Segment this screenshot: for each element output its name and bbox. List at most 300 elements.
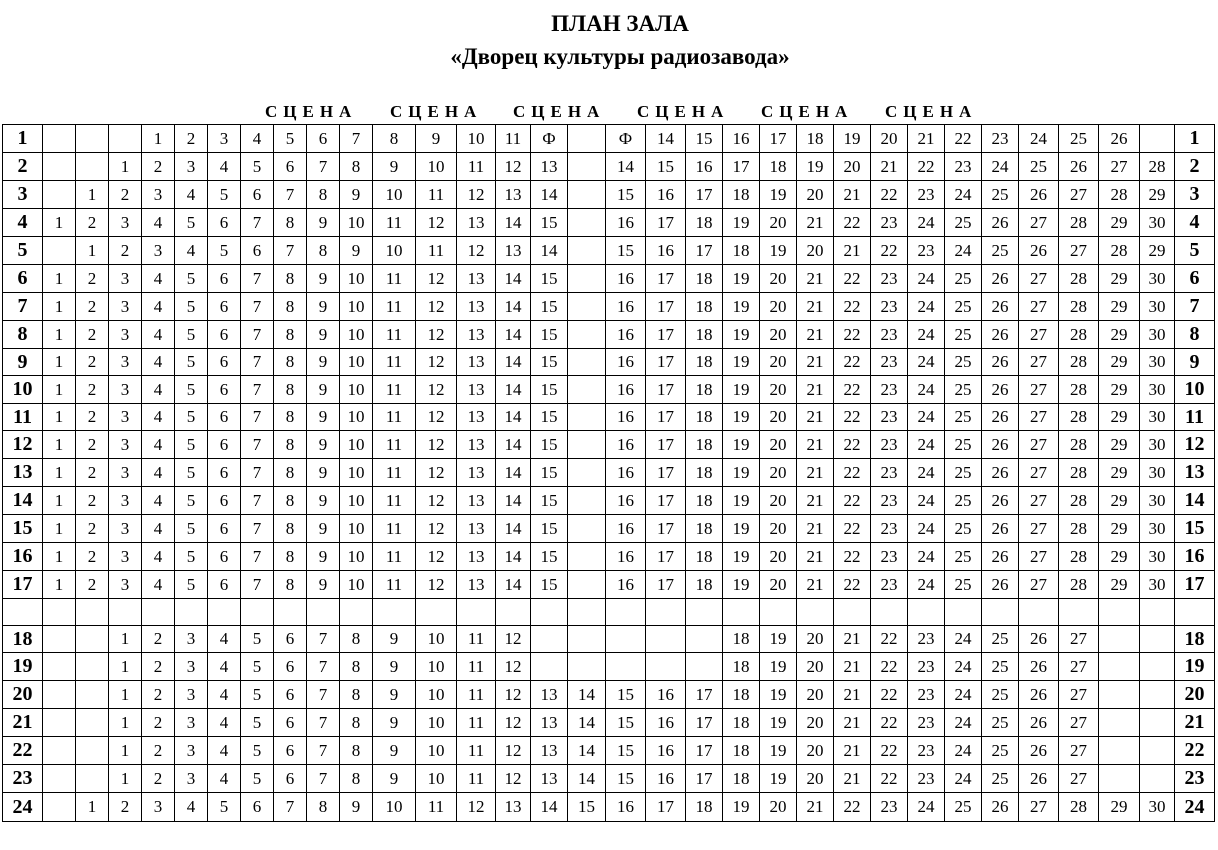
seat-cell: 24 bbox=[907, 375, 945, 404]
seat-cell: 18 bbox=[685, 792, 723, 822]
stage-label-row bbox=[0, 101, 1218, 123]
seat-cell: 4 bbox=[141, 514, 175, 543]
seat-cell: 28 bbox=[1058, 264, 1099, 293]
seat-cell: 19 bbox=[759, 180, 797, 209]
seat-cell: 3 bbox=[141, 180, 175, 209]
seat-cell: 20 bbox=[796, 625, 834, 653]
seat-cell: 10 bbox=[339, 348, 373, 376]
seat-cell: 7 bbox=[240, 320, 274, 349]
row-number-right: 8 bbox=[1174, 320, 1215, 349]
seat-cell: 16 bbox=[605, 458, 646, 487]
seat-cell: 9 bbox=[306, 514, 340, 543]
seat-cell: 17 bbox=[645, 320, 686, 349]
stage-label: СЦЕНА bbox=[265, 102, 358, 121]
seat-cell bbox=[1139, 680, 1175, 709]
seat-cell: 1 bbox=[42, 320, 76, 349]
seat-cell: 4 bbox=[141, 486, 175, 515]
seat-cell: 3 bbox=[108, 486, 142, 515]
seat-cell: 25 bbox=[944, 458, 982, 487]
seat-cell: 8 bbox=[273, 264, 307, 293]
seat-cell: 5 bbox=[174, 486, 208, 515]
seat-cell: 26 bbox=[1018, 180, 1059, 209]
stage-label: СЦЕНА bbox=[761, 102, 854, 121]
seat-cell bbox=[42, 680, 76, 709]
seat-cell: 30 bbox=[1139, 320, 1175, 349]
seat-cell: 23 bbox=[944, 152, 982, 181]
seat-cell: 29 bbox=[1098, 375, 1140, 404]
seat-cell: 13 bbox=[530, 152, 568, 181]
seat-cell: 23 bbox=[907, 708, 945, 737]
seat-cell: 16 bbox=[605, 430, 646, 459]
row-number-right: 7 bbox=[1174, 292, 1215, 321]
seat-cell: 4 bbox=[141, 458, 175, 487]
seat-cell: 19 bbox=[759, 708, 797, 737]
seat-cell: 26 bbox=[981, 542, 1019, 571]
seat-cell: 8 bbox=[306, 236, 340, 265]
seat-cell: 2 bbox=[141, 625, 175, 653]
seat-cell: 2 bbox=[75, 514, 109, 543]
seat-cell: 1 bbox=[42, 430, 76, 459]
seat-cell: 23 bbox=[870, 208, 908, 237]
seat-cell: 27 bbox=[1098, 152, 1140, 181]
row-number-left: 5 bbox=[2, 236, 43, 265]
seat-cell: 12 bbox=[495, 764, 531, 793]
seat-cell bbox=[567, 124, 606, 153]
seat-cell bbox=[567, 403, 606, 431]
seat-cell: 15 bbox=[605, 736, 646, 765]
seat-cell: 30 bbox=[1139, 514, 1175, 543]
seat-cell: 26 bbox=[1058, 152, 1099, 181]
seat-cell: 19 bbox=[796, 152, 834, 181]
row-number-left: 22 bbox=[2, 736, 43, 765]
seat-cell: 18 bbox=[685, 542, 723, 571]
seat-cell: 10 bbox=[415, 708, 457, 737]
row-number-left: 7 bbox=[2, 292, 43, 321]
seat-cell: 4 bbox=[174, 792, 208, 822]
seat-cell: 2 bbox=[141, 152, 175, 181]
seat-cell: 24 bbox=[907, 292, 945, 321]
seat-cell: 27 bbox=[1018, 264, 1059, 293]
seat-cell: 16 bbox=[645, 680, 686, 709]
seat-cell: 17 bbox=[685, 236, 723, 265]
seat-cell: 28 bbox=[1058, 570, 1099, 599]
stage-label: СЦЕНА bbox=[637, 102, 730, 121]
seat-cell: 14 bbox=[495, 375, 531, 404]
seat-cell: 26 bbox=[1018, 625, 1059, 653]
seat-cell: 5 bbox=[240, 680, 274, 709]
seat-cell: 6 bbox=[240, 792, 274, 822]
seat-cell: 3 bbox=[108, 430, 142, 459]
seat-cell: 4 bbox=[207, 708, 241, 737]
seat-cell: 5 bbox=[240, 652, 274, 681]
row-number-left: 1 bbox=[2, 124, 43, 153]
seat-cell: 27 bbox=[1018, 320, 1059, 349]
seat-cell: 23 bbox=[870, 514, 908, 543]
seat-cell bbox=[1098, 598, 1140, 626]
seat-cell bbox=[567, 486, 606, 515]
seat-cell: 18 bbox=[685, 348, 723, 376]
seat-cell: 21 bbox=[833, 680, 871, 709]
seat-cell: 10 bbox=[372, 180, 416, 209]
seat-cell: 16 bbox=[645, 736, 686, 765]
seat-cell: 20 bbox=[796, 236, 834, 265]
seat-cell: 25 bbox=[944, 514, 982, 543]
seat-cell bbox=[530, 625, 568, 653]
seat-cell: 21 bbox=[796, 403, 834, 431]
seat-cell: 18 bbox=[722, 680, 760, 709]
seat-cell: 9 bbox=[306, 375, 340, 404]
seat-cell: 12 bbox=[456, 180, 496, 209]
seat-cell: 12 bbox=[415, 486, 457, 515]
seat-cell bbox=[75, 598, 109, 626]
seat-cell: 6 bbox=[273, 625, 307, 653]
seat-cell: 14 bbox=[495, 348, 531, 376]
seat-cell: 19 bbox=[722, 792, 760, 822]
seat-cell: 6 bbox=[306, 124, 340, 153]
seat-cell: 3 bbox=[108, 542, 142, 571]
seat-cell: 20 bbox=[759, 570, 797, 599]
row-number-left: 16 bbox=[2, 542, 43, 571]
seat-cell: 20 bbox=[796, 180, 834, 209]
seat-cell: 26 bbox=[981, 264, 1019, 293]
seat-cell: 7 bbox=[240, 292, 274, 321]
seat-cell: 22 bbox=[833, 430, 871, 459]
seat-cell bbox=[42, 152, 76, 181]
seat-cell: 19 bbox=[759, 736, 797, 765]
seat-cell bbox=[1139, 124, 1175, 153]
seat-cell: 30 bbox=[1139, 403, 1175, 431]
seat-cell: 22 bbox=[907, 152, 945, 181]
seat-cell bbox=[1098, 764, 1140, 793]
seat-cell bbox=[42, 598, 76, 626]
seat-cell: 11 bbox=[372, 570, 416, 599]
seat-cell: 16 bbox=[605, 542, 646, 571]
seat-cell: 11 bbox=[372, 320, 416, 349]
row-number-right: 10 bbox=[1174, 375, 1215, 404]
seat-cell: 26 bbox=[981, 458, 1019, 487]
seat-cell: 10 bbox=[339, 514, 373, 543]
seat-cell: 17 bbox=[759, 124, 797, 153]
seat-cell: 1 bbox=[42, 348, 76, 376]
seat-cell bbox=[1098, 652, 1140, 681]
seat-cell: 25 bbox=[944, 264, 982, 293]
seat-cell: 20 bbox=[759, 458, 797, 487]
seat-cell bbox=[567, 458, 606, 487]
seat-cell: 13 bbox=[456, 458, 496, 487]
seat-cell: 5 bbox=[240, 736, 274, 765]
seat-cell bbox=[833, 598, 871, 626]
seat-cell: 5 bbox=[174, 264, 208, 293]
seat-cell: 10 bbox=[415, 764, 457, 793]
seat-cell: 25 bbox=[1058, 124, 1099, 153]
seat-cell: 6 bbox=[273, 652, 307, 681]
seat-cell bbox=[645, 652, 686, 681]
seat-cell: 12 bbox=[495, 680, 531, 709]
seat-cell: 11 bbox=[372, 430, 416, 459]
seat-cell: 9 bbox=[415, 124, 457, 153]
seat-cell: 28 bbox=[1058, 208, 1099, 237]
seat-cell: 11 bbox=[456, 625, 496, 653]
seat-cell: 14 bbox=[495, 458, 531, 487]
seat-cell: 18 bbox=[722, 764, 760, 793]
seat-cell: 3 bbox=[174, 736, 208, 765]
seat-cell bbox=[567, 514, 606, 543]
seat-cell: 26 bbox=[981, 514, 1019, 543]
seat-cell: 7 bbox=[306, 764, 340, 793]
seat-cell: 7 bbox=[240, 348, 274, 376]
seat-cell: 15 bbox=[685, 124, 723, 153]
seat-cell: 23 bbox=[870, 292, 908, 321]
seat-cell: 24 bbox=[907, 264, 945, 293]
seat-cell: 4 bbox=[141, 264, 175, 293]
seat-cell: 8 bbox=[339, 708, 373, 737]
seat-cell: 18 bbox=[685, 375, 723, 404]
seat-cell: 19 bbox=[722, 208, 760, 237]
seat-cell bbox=[685, 625, 723, 653]
seat-cell: 20 bbox=[759, 320, 797, 349]
seat-cell: 13 bbox=[456, 570, 496, 599]
seat-cell bbox=[567, 320, 606, 349]
seat-cell bbox=[42, 180, 76, 209]
seat-cell: 23 bbox=[870, 570, 908, 599]
seat-cell: 23 bbox=[907, 236, 945, 265]
seat-cell: 29 bbox=[1139, 236, 1175, 265]
seat-cell: 15 bbox=[530, 375, 568, 404]
seat-cell: 10 bbox=[456, 124, 496, 153]
seat-cell: 25 bbox=[981, 680, 1019, 709]
seat-cell: 4 bbox=[240, 124, 274, 153]
seat-cell: 15 bbox=[530, 458, 568, 487]
seat-cell: 25 bbox=[1018, 152, 1059, 181]
seat-cell: 21 bbox=[796, 792, 834, 822]
seat-cell bbox=[567, 292, 606, 321]
seat-cell: 20 bbox=[796, 736, 834, 765]
seat-cell: 1 bbox=[42, 514, 76, 543]
seat-cell: 23 bbox=[870, 375, 908, 404]
seat-cell: 24 bbox=[1018, 124, 1059, 153]
seat-cell: 2 bbox=[75, 348, 109, 376]
seat-cell: 24 bbox=[944, 708, 982, 737]
seat-cell: 5 bbox=[207, 180, 241, 209]
seat-cell: 20 bbox=[759, 375, 797, 404]
seat-cell: 16 bbox=[605, 348, 646, 376]
row-number-right: 18 bbox=[1174, 625, 1215, 653]
seat-cell: 19 bbox=[722, 486, 760, 515]
seat-cell: 8 bbox=[273, 458, 307, 487]
seat-cell: 11 bbox=[372, 208, 416, 237]
seat-cell: 26 bbox=[1018, 652, 1059, 681]
seat-cell: 3 bbox=[174, 708, 208, 737]
seat-cell: 17 bbox=[645, 792, 686, 822]
seat-cell: 18 bbox=[685, 458, 723, 487]
seat-cell: 24 bbox=[907, 430, 945, 459]
seat-cell: 20 bbox=[759, 208, 797, 237]
seat-cell: 25 bbox=[981, 708, 1019, 737]
seat-cell: 12 bbox=[456, 792, 496, 822]
row-number-right: 5 bbox=[1174, 236, 1215, 265]
seat-cell: Ф bbox=[530, 124, 568, 153]
seat-cell: 14 bbox=[495, 264, 531, 293]
seat-cell: 24 bbox=[907, 542, 945, 571]
seat-cell: 19 bbox=[722, 514, 760, 543]
seat-cell bbox=[1098, 736, 1140, 765]
seat-cell: 27 bbox=[1018, 403, 1059, 431]
seat-cell: 26 bbox=[981, 348, 1019, 376]
seat-cell: 17 bbox=[645, 403, 686, 431]
row-number-right: 21 bbox=[1174, 708, 1215, 737]
seat-cell: 3 bbox=[174, 152, 208, 181]
seat-cell: 16 bbox=[605, 486, 646, 515]
row-number-left: 10 bbox=[2, 375, 43, 404]
seat-cell: 11 bbox=[372, 403, 416, 431]
seat-cell: 16 bbox=[605, 514, 646, 543]
seat-cell: 2 bbox=[75, 320, 109, 349]
seat-cell: 27 bbox=[1018, 792, 1059, 822]
seat-cell: 6 bbox=[207, 264, 241, 293]
seat-cell: 22 bbox=[833, 320, 871, 349]
seat-cell: 17 bbox=[645, 542, 686, 571]
seat-cell: 20 bbox=[796, 680, 834, 709]
seat-cell: 25 bbox=[981, 180, 1019, 209]
row-number-right: 19 bbox=[1174, 652, 1215, 681]
seat-cell bbox=[567, 598, 606, 626]
seat-cell: 6 bbox=[273, 708, 307, 737]
seat-cell: 22 bbox=[833, 375, 871, 404]
seat-cell: 4 bbox=[141, 348, 175, 376]
seat-cell: 11 bbox=[415, 236, 457, 265]
seat-cell: 14 bbox=[567, 708, 606, 737]
seat-cell: 15 bbox=[530, 264, 568, 293]
seat-cell bbox=[108, 124, 142, 153]
seat-cell: 24 bbox=[944, 652, 982, 681]
seat-cell: 29 bbox=[1098, 348, 1140, 376]
row-number-left: 24 bbox=[2, 792, 43, 822]
seat-cell: 4 bbox=[207, 652, 241, 681]
seat-cell: 22 bbox=[833, 514, 871, 543]
seat-cell: 6 bbox=[273, 680, 307, 709]
seat-cell bbox=[1098, 708, 1140, 737]
seat-cell: 7 bbox=[240, 430, 274, 459]
seat-cell: 6 bbox=[207, 348, 241, 376]
seat-cell: 27 bbox=[1018, 486, 1059, 515]
seat-cell: 24 bbox=[944, 625, 982, 653]
seat-cell: 26 bbox=[981, 403, 1019, 431]
seat-cell: 14 bbox=[530, 792, 568, 822]
seat-cell: 7 bbox=[240, 458, 274, 487]
seat-cell: 10 bbox=[339, 208, 373, 237]
seat-cell: 17 bbox=[685, 180, 723, 209]
seat-cell: 11 bbox=[372, 542, 416, 571]
seat-cell bbox=[415, 598, 457, 626]
row-number-left: 23 bbox=[2, 764, 43, 793]
seat-cell: 22 bbox=[870, 652, 908, 681]
row-number-left: 15 bbox=[2, 514, 43, 543]
seat-cell: 12 bbox=[415, 208, 457, 237]
seat-cell bbox=[1058, 598, 1099, 626]
seat-cell: 22 bbox=[833, 486, 871, 515]
seat-cell: 7 bbox=[240, 403, 274, 431]
seat-cell: 14 bbox=[495, 292, 531, 321]
seat-cell: 27 bbox=[1058, 236, 1099, 265]
seat-cell: 30 bbox=[1139, 570, 1175, 599]
seat-cell: 14 bbox=[495, 514, 531, 543]
seat-cell: 17 bbox=[645, 292, 686, 321]
seat-cell: 22 bbox=[833, 458, 871, 487]
seat-cell bbox=[870, 598, 908, 626]
seat-cell: 12 bbox=[456, 236, 496, 265]
seat-cell: 1 bbox=[75, 180, 109, 209]
seat-cell: 5 bbox=[174, 458, 208, 487]
seat-cell: 20 bbox=[870, 124, 908, 153]
seat-cell: 22 bbox=[833, 208, 871, 237]
seat-cell: 8 bbox=[339, 652, 373, 681]
seat-cell: 13 bbox=[456, 208, 496, 237]
seat-cell: 12 bbox=[415, 375, 457, 404]
seat-cell: 19 bbox=[722, 375, 760, 404]
seat-cell bbox=[722, 598, 760, 626]
seat-cell bbox=[75, 680, 109, 709]
seat-cell: 8 bbox=[273, 208, 307, 237]
row-number-left: 14 bbox=[2, 486, 43, 515]
seat-cell: 5 bbox=[174, 208, 208, 237]
seat-cell bbox=[567, 208, 606, 237]
seat-cell: 22 bbox=[870, 708, 908, 737]
seat-cell: 20 bbox=[759, 403, 797, 431]
seat-cell: 2 bbox=[141, 708, 175, 737]
seat-cell: 11 bbox=[415, 180, 457, 209]
seat-cell: 28 bbox=[1058, 458, 1099, 487]
seat-cell: 29 bbox=[1098, 430, 1140, 459]
row-number-right: 14 bbox=[1174, 486, 1215, 515]
seat-cell: 29 bbox=[1139, 180, 1175, 209]
seat-cell: 29 bbox=[1098, 486, 1140, 515]
seat-cell: 10 bbox=[372, 236, 416, 265]
seat-cell: 1 bbox=[42, 292, 76, 321]
row-number-right: 9 bbox=[1174, 348, 1215, 376]
seat-cell bbox=[372, 598, 416, 626]
seat-cell bbox=[1139, 736, 1175, 765]
row-number-right: 17 bbox=[1174, 570, 1215, 599]
seat-cell: 23 bbox=[870, 486, 908, 515]
seat-cell: 1 bbox=[42, 542, 76, 571]
seat-cell: 24 bbox=[944, 680, 982, 709]
seat-cell: 7 bbox=[306, 625, 340, 653]
seat-cell: 15 bbox=[605, 236, 646, 265]
seat-cell: 25 bbox=[981, 736, 1019, 765]
seat-cell: 15 bbox=[605, 180, 646, 209]
seat-cell: 10 bbox=[372, 792, 416, 822]
seat-cell: 26 bbox=[1018, 680, 1059, 709]
seat-cell: 10 bbox=[339, 375, 373, 404]
row-number-right: 3 bbox=[1174, 180, 1215, 209]
seat-cell: 9 bbox=[372, 736, 416, 765]
seat-cell: 28 bbox=[1058, 403, 1099, 431]
seat-cell bbox=[42, 708, 76, 737]
seat-cell: 12 bbox=[495, 152, 531, 181]
seat-cell: 21 bbox=[833, 625, 871, 653]
seat-cell bbox=[605, 598, 646, 626]
seat-cell: 7 bbox=[273, 236, 307, 265]
seat-cell: 18 bbox=[685, 486, 723, 515]
seat-cell: 22 bbox=[833, 348, 871, 376]
seat-cell: 14 bbox=[530, 236, 568, 265]
seat-cell: 18 bbox=[685, 514, 723, 543]
seat-cell: 7 bbox=[240, 264, 274, 293]
seat-cell: 5 bbox=[240, 625, 274, 653]
seat-cell: 27 bbox=[1058, 652, 1099, 681]
seat-cell: 1 bbox=[108, 764, 142, 793]
seat-cell: 16 bbox=[605, 292, 646, 321]
